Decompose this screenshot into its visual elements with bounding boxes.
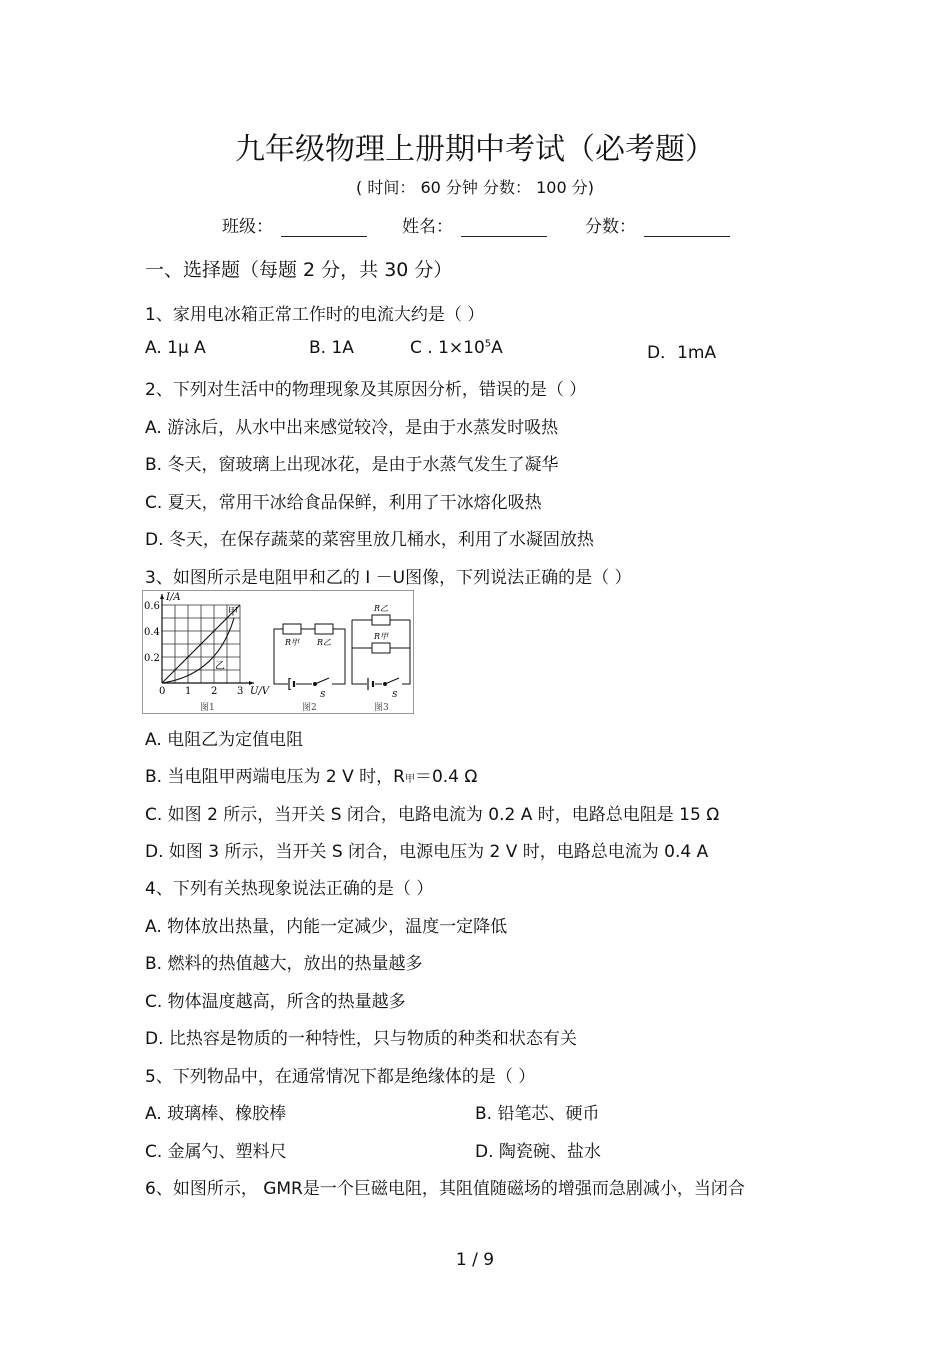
page-number: 1 / 9	[455, 1250, 495, 1270]
q3-option-b-post: ＝0.4 Ω	[414, 767, 478, 787]
name-blank[interactable]	[461, 218, 547, 237]
q3-option-a: A. 电阻乙为定值电阻	[145, 730, 304, 750]
q3-figure	[142, 590, 414, 714]
q3-option-c: C. 如图 2 所示，当开关 S 闭合，电路电流为 0.2 A 时，电路总电阻是 15 Ω	[145, 805, 720, 825]
q1-option-c-unit: A	[491, 338, 503, 358]
x-tick-0: 0	[159, 686, 166, 697]
fig3-caption: 图3	[374, 703, 389, 713]
q5-stem: 5、下列物品中，在通常情况下都是绝缘体的是（ ）	[145, 1067, 536, 1087]
q5-option-a: A. 玻璃棒、橡胶棒	[145, 1104, 287, 1124]
q2-option-d: D. 冬天，在保存蔬菜的菜窖里放几桶水，利用了水凝固放热	[145, 530, 594, 550]
x-tick-2: 2	[211, 686, 218, 697]
q1-option-a: A. 1μ A	[145, 338, 206, 358]
page-title: 九年级物理上册期中考试（必考题）	[235, 132, 715, 167]
label-jia: 甲	[228, 607, 238, 618]
score-label: 分数：	[585, 217, 636, 237]
label-yi: 乙	[215, 661, 225, 672]
fig3-switch: S	[392, 690, 398, 699]
q4-stem: 4、下列有关热现象说法正确的是（ ）	[145, 879, 434, 899]
fig1-graph	[144, 592, 271, 713]
q3-stem: 3、如图所示是电阻甲和乙的 I －U图像，下列说法正确的是（ ）	[145, 568, 632, 588]
class-field[interactable]	[222, 212, 367, 237]
y-axis-label: I/A	[166, 592, 181, 603]
q4-option-d: D. 比热容是物质的一种特性，只与物质的种类和状态有关	[145, 1029, 577, 1049]
q2-option-b: B. 冬天，窗玻璃上出现冰花，是由于水蒸气发生了凝华	[145, 455, 559, 475]
x-tick-1: 1	[185, 686, 192, 697]
fig3-circuit	[352, 615, 410, 690]
fig2-caption: 图2	[302, 703, 317, 713]
x-axis-label: U/V	[250, 686, 270, 697]
exam-info: ( 时间： 60 分钟 分数： 100 分)	[356, 178, 594, 197]
q1-option-d: D．1mA	[647, 343, 717, 363]
score-blank[interactable]	[644, 218, 730, 237]
y-tick-02: 0.2	[144, 653, 160, 664]
fig2-r-jia: R甲	[285, 638, 300, 647]
q2-option-a: A. 游泳后，从水中出来感觉较冷，是由于水蒸发时吸热	[145, 418, 559, 438]
q5-option-b: B. 铅笔芯、硬币	[475, 1104, 600, 1124]
fig3-r-yi: R乙	[374, 604, 389, 613]
class-blank[interactable]	[281, 218, 367, 237]
q1-option-c	[410, 338, 503, 358]
fig2-circuit	[274, 624, 345, 690]
section-heading: 一、选择题（每题 2 分，共 30 分）	[145, 259, 453, 281]
q3-option-d: D. 如图 3 所示，当开关 S 闭合，电源电压为 2 V 时，电路总电流为 0.4 A	[145, 842, 709, 862]
q1-option-c-text: C . 1×10	[410, 338, 485, 358]
x-tick-3: 3	[237, 686, 244, 697]
name-field[interactable]	[402, 212, 547, 237]
fig3-r-jia: R甲	[374, 632, 389, 641]
q4-option-a: A. 物体放出热量，内能一定减少，温度一定降低	[145, 917, 508, 937]
q3-option-b	[145, 762, 477, 787]
curve-yi	[162, 618, 234, 683]
q2-stem: 2、下列对生活中的物理现象及其原因分析，错误的是（ ）	[145, 380, 587, 400]
q6-stem: 6、如图所示， GMR是一个巨磁电阻，其阻值随磁场的增强而急剧减小，当闭合	[145, 1179, 745, 1199]
y-tick-06: 0.6	[144, 601, 160, 612]
fig2-switch: S	[320, 690, 326, 699]
q1-option-c-exp: 5	[484, 338, 492, 350]
class-label: 班级：	[222, 217, 273, 237]
score-field[interactable]	[585, 212, 730, 237]
q5-option-d: D. 陶瓷碗、盐水	[475, 1142, 601, 1162]
q2-option-c: C. 夏天，常用干冰给食品保鲜，利用了干冰熔化吸热	[145, 493, 542, 513]
q3-option-b-pre: B. 当电阻甲两端电压为 2 V 时，R	[145, 767, 405, 787]
q4-option-b: B. 燃料的热值越大，放出的热量越多	[145, 954, 423, 974]
q1-stem: 1、家用电冰箱正常工作时的电流大约是（ ）	[145, 305, 485, 325]
fig1-caption: 图1	[200, 703, 215, 713]
fig2-r-yi: R乙	[317, 638, 332, 647]
q3-option-b-sub: 甲	[404, 774, 415, 785]
name-label: 姓名：	[402, 217, 453, 237]
q5-option-c: C. 金属勺、塑料尺	[145, 1142, 287, 1162]
y-tick-04: 0.4	[144, 627, 160, 638]
q4-option-c: C. 物体温度越高，所含的热量越多	[145, 992, 406, 1012]
q1-option-b: B. 1A	[309, 338, 354, 358]
